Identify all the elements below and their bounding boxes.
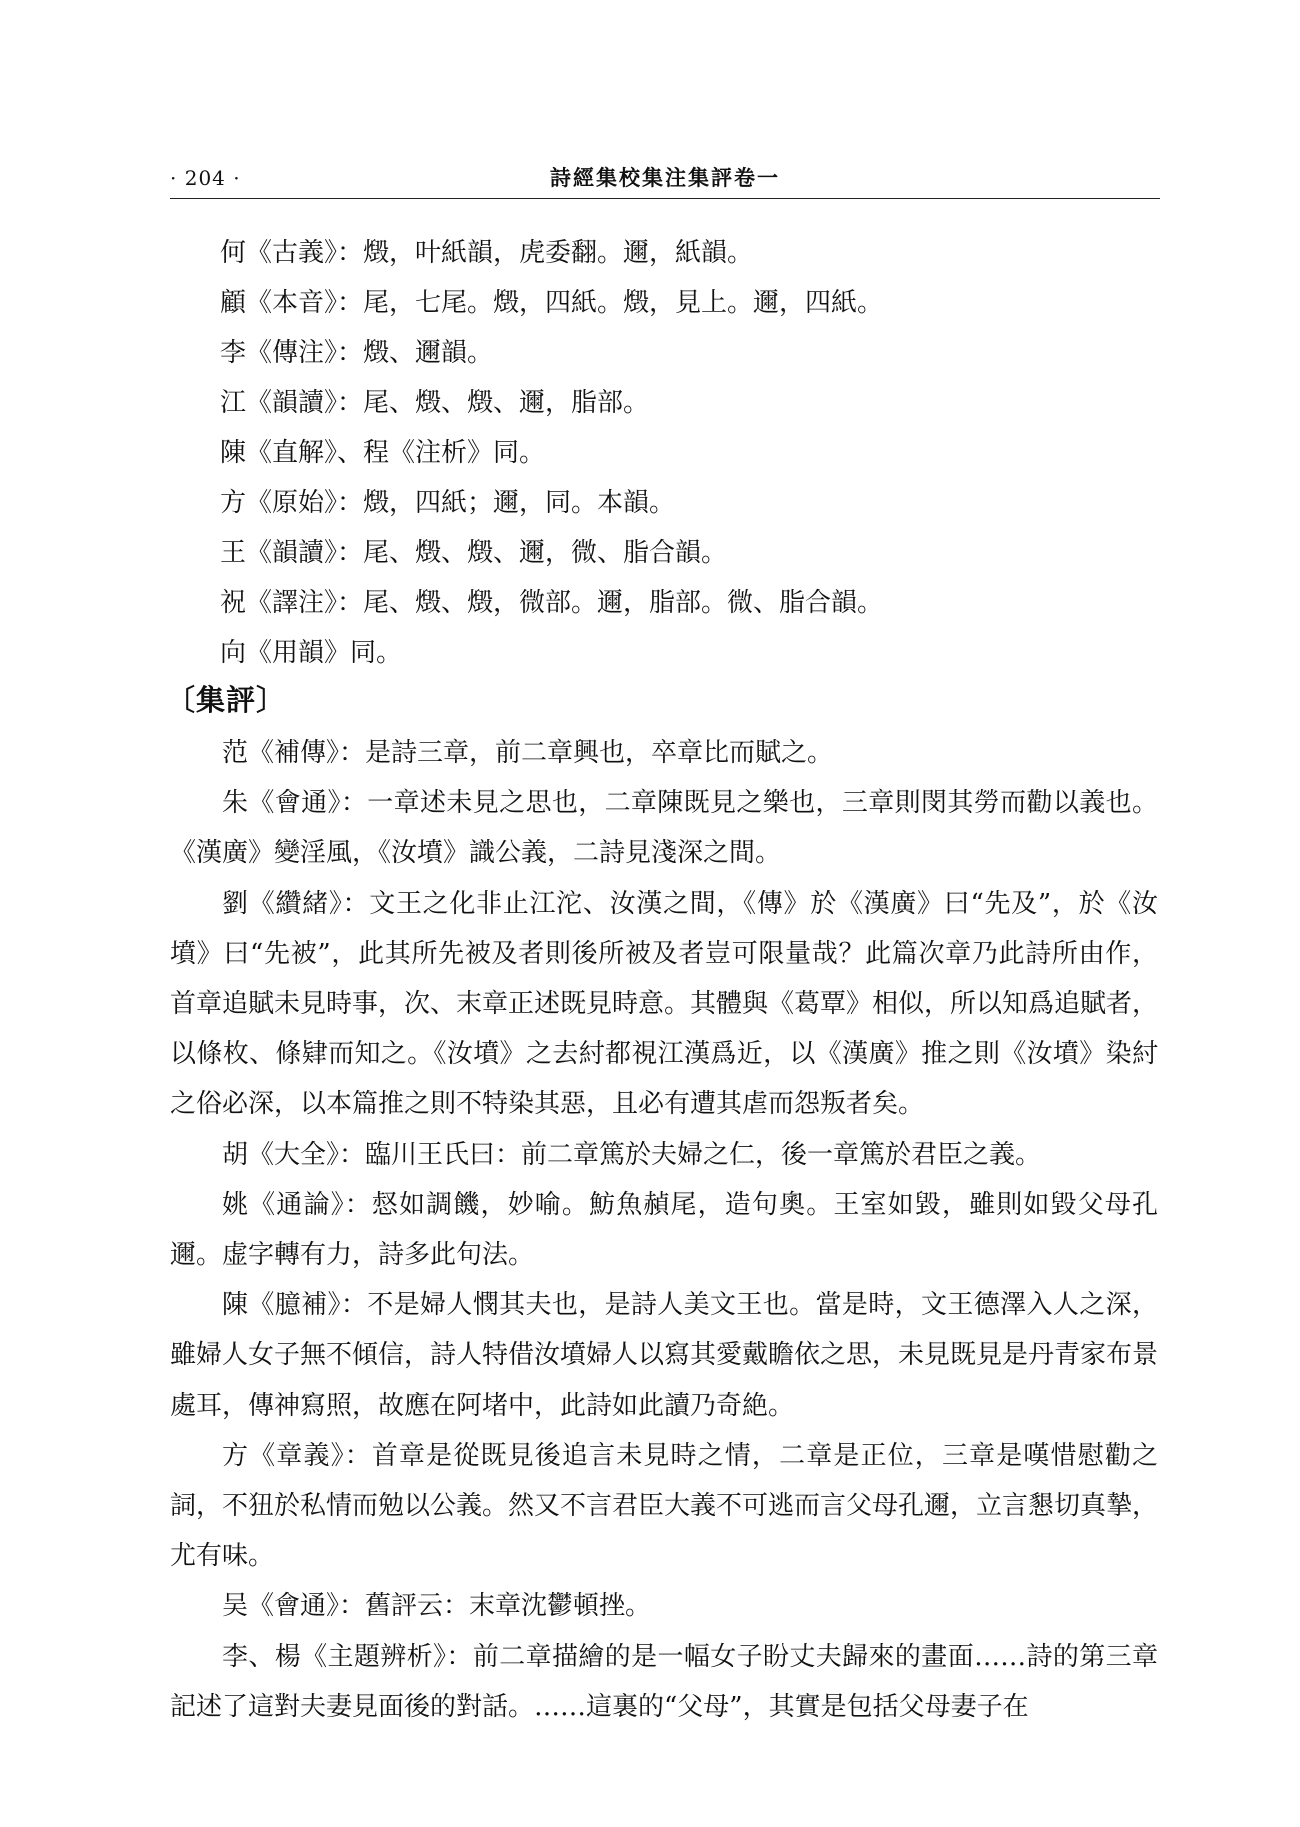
page-header [170,160,1160,196]
rhyme-note-line: 方《原始》：燬，四紙；邇，同。本韻。 [220,488,676,518]
rhyme-note-line: 王《韻讀》：尾、燬、燬、邇，微、脂合韻。 [220,538,728,568]
commentary-paragraph: 吴《會通》：舊評云：末章沈鬱頓挫。 [222,1591,652,1622]
commentary-paragraph: 胡《大全》：臨川王氏曰：前二章篤於夫婦之仁，後一章篤於君臣之義。 [222,1139,1042,1170]
commentary-paragraph: 范《補傳》：是詩三章，前二章興也，卒章比而賦之。 [222,738,834,768]
commentary-paragraph: 朱《會通》：一章述未見之思也，二章陳既見之樂也，三章則閔其勞而勸以義也。《漢廣》變淫風，《汝墳》識公義，二詩見淺深之間。 [170,788,1158,869]
page-number: · 204 · [170,166,241,190]
section-title-collected-comments: 〔集評〕 [166,683,287,717]
rhyme-notes-list [220,228,1150,678]
commentary-body [170,728,1158,1732]
rhyme-note-line: 何《古義》：燬，叶紙韻，虎委翻。邇，紙韻。 [220,238,754,268]
rhyme-note-line: 江《韻讀》：尾、燬、燬、邇，脂部。 [220,388,650,418]
rhyme-note-line: 向《用韻》同。 [220,638,403,668]
commentary-paragraph: 陳《臆補》：不是婦人憫其夫也，是詩人美文王也。當是時，文王德澤入人之深，雖婦人女子無不傾信，詩人特借汝墳婦人以寫其愛戴瞻依之思，未見既見是丹青家布景處耳，傳神寫照，故應在阿堵中，此詩如此讀乃奇絶。 [170,1290,1159,1421]
rhyme-note-line: 祝《譯注》：尾、燬、燬，微部。邇，脂部。微、脂合韻。 [220,588,884,618]
commentary-paragraph: 劉《纘緒》：文王之化非止江沱、汝漢之間，《傳》於《漢廣》曰“先及”，於《汝墳》曰“先被”，此其所先被及者則後所被及者豈可限量哉？此篇次章乃此詩所由作，首章追賦未見時事，次、末章正述既見時意。其體與《葛覃》相似，所以知爲追賦者，以條枚、條肄而知之。《汝墳》之去紂都視江漢爲近，以《漢廣》推之則《汝墳》染紂之俗必深，以本篇推之則不特染其惡，且必有遭其虐而怨叛者矣。 [170,888,1159,1120]
rhyme-note-line: 顧《本音》：尾，七尾。燬，四紙。燬，見上。邇，四紙。 [220,288,884,318]
rhyme-note-line: 陳《直解》、程《注析》同。 [220,438,546,468]
commentary-paragraph: 方《章義》：首章是從既見後追言未見時之情，二章是正位，三章是嘆惜慰勸之詞，不狃於私情而勉以公義。然又不言君臣大義不可逃而言父母孔邇，立言懇切真摯，尤有味。 [170,1440,1159,1572]
commentary-paragraph: 李、楊《主題辨析》：前二章描繪的是一幅女子盼丈夫歸來的畫面……詩的第三章記述了這對夫妻見面後的對話。……這裏的“父母”，其實是包括父母妻子在 [170,1641,1158,1722]
header-rule [170,198,1160,199]
running-title: 詩經集校集注集評卷一 [550,165,780,190]
rhyme-note-line: 李《傳注》：燬、邇韻。 [220,338,494,368]
commentary-paragraph: 姚《通論》：惄如調饑，妙喻。魴魚赬尾，造句奧。王室如毀，雖則如毀父母孔邇。虚字轉有力，詩多此句法。 [170,1189,1158,1271]
